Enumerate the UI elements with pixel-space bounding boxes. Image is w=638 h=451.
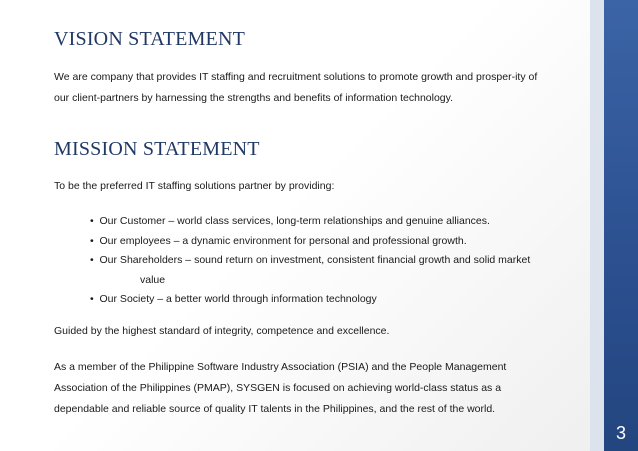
bullet-society-text: Our Society – a better world through information technology [99, 293, 377, 305]
sidebar-accent-bar [604, 0, 638, 451]
page-number: 3 [615, 423, 626, 443]
vision-text: We are company that provides IT staffing and recruitment solutions to promote growth and prosper-ity of our client-partners by harnessing the strengths and benefits of information technology. [54, 71, 538, 104]
bullet-shareholders [90, 251, 540, 290]
psia-text: As a member of the Philippine Software Industry Association (PSIA) and the People Management Association of the Philippines (PMAP), SYSGEN is focused on achieving world-class status as a dependable and reliable source of quality IT talents in the Philippines, and the rest of the world. [54, 361, 507, 415]
bullet-shareholders-text: Our Shareholders – sound return on investment, consistent financial growth and solid market [99, 254, 531, 266]
bullet-employees-text: Our employees – a dynamic environment for personal and professional growth. [99, 234, 467, 247]
mission-heading: MISSION STATEMENT [54, 138, 260, 160]
bullet-customer [90, 212, 540, 232]
vision-heading: VISION STATEMENT [54, 28, 246, 50]
bullet-shareholders-value: value [140, 273, 166, 286]
bullet-employees [90, 232, 540, 252]
bullet-customer-text: Our Customer – world class services, long-term relationships and genuine alliances. [99, 215, 490, 227]
guided-text: Guided by the highest standard of integrity, competence and excellence. [54, 325, 390, 337]
mission-bullet-list [90, 212, 540, 310]
sidebar-light-strip [590, 0, 604, 451]
mission-intro: To be the preferred IT staffing solutions partner by providing: [54, 180, 335, 192]
bullet-society [90, 290, 540, 310]
